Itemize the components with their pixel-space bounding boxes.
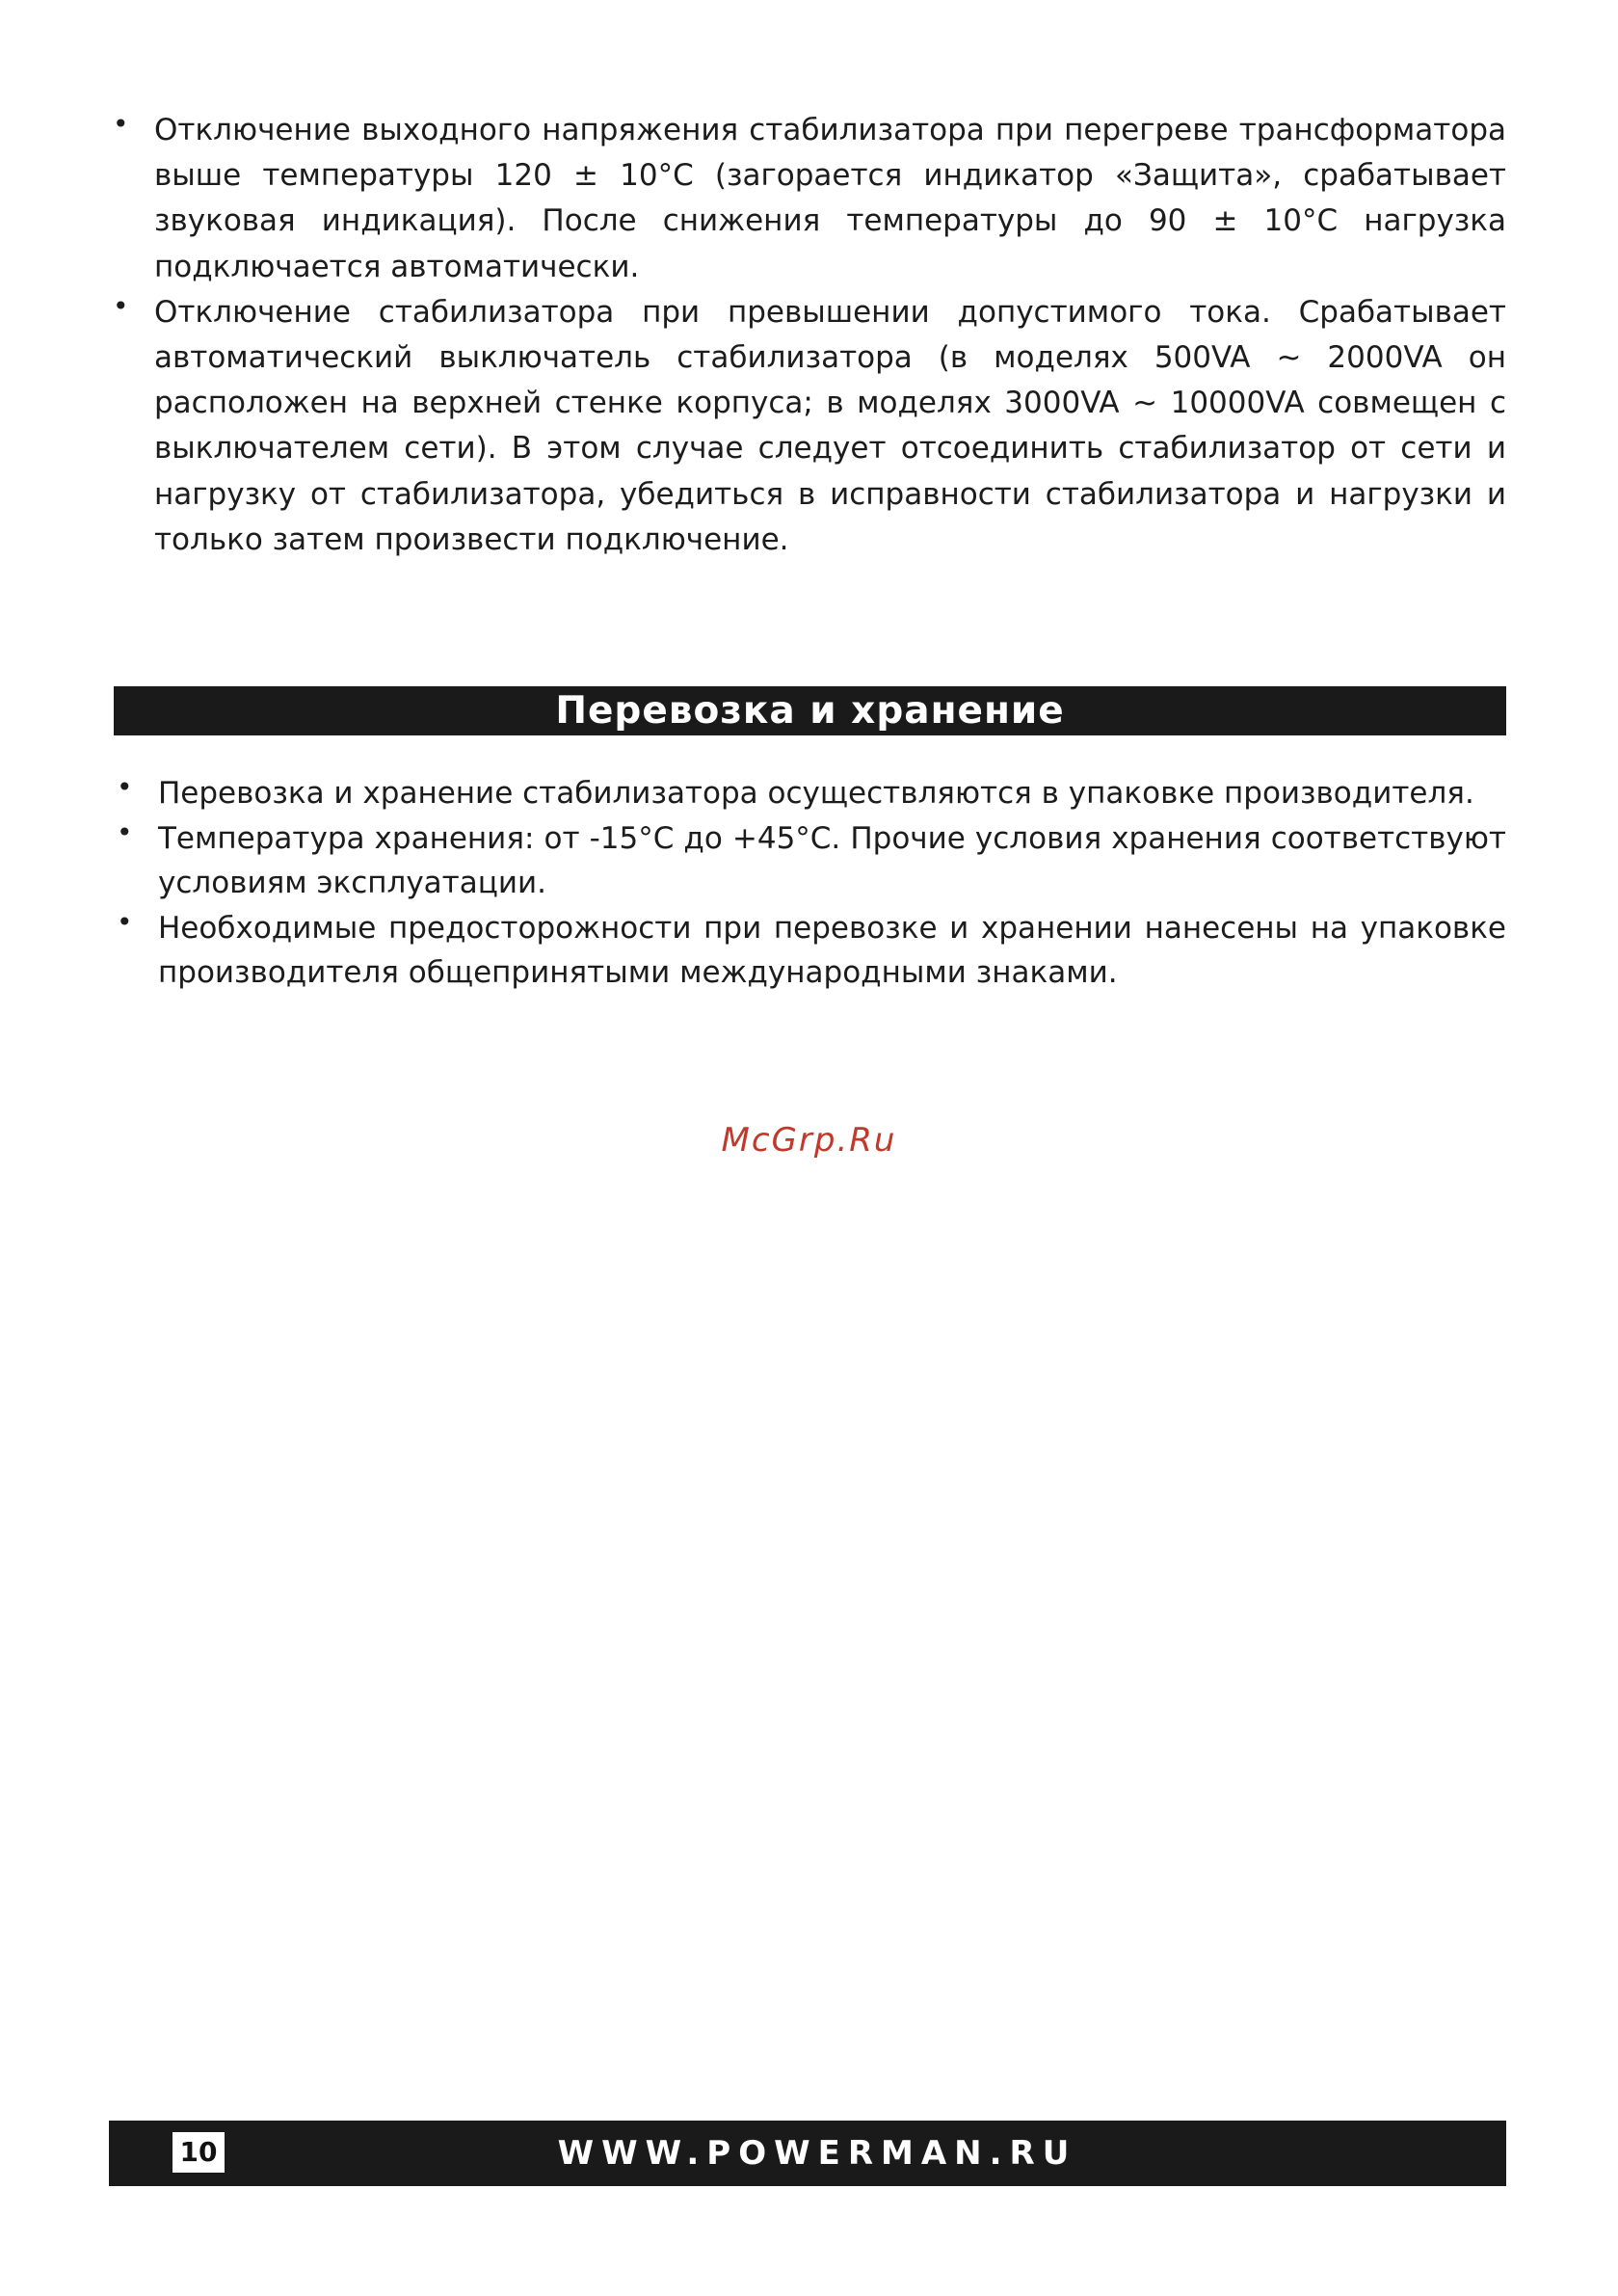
list-item [0,108,1506,290]
storage-list [0,771,1506,996]
list-item-text: Необходимые предосторожности при перевозке и хранении нанесены на упаковке производителя общепринятыми международными знаками. [158,910,1506,990]
website-link[interactable]: WWW.POWERMAN.RU [557,2134,1077,2173]
bullet-icon: • [117,771,133,803]
watermark: McGrp.Ru [721,1121,897,1160]
list-item-text: Отключение выходного напряжения стабилизатора при перегреве трансформатора выше температуры 120 ± 10°С (загорается индикатор «Защита», срабатывает звуковая индикация). После снижения температуры до 90 ± 10°С нагрузка подключается автоматически. [154,113,1506,284]
page-number: 10 [172,2132,225,2173]
list-item [0,771,1506,816]
list-item [0,290,1506,563]
bullet-icon: • [113,108,129,140]
footer-bar [109,2121,1506,2186]
list-item-text: Отключение стабилизатора при превышении допустимого тока. Срабатывает автоматический выключатель стабилизатора (в моделях 500VA ~ 2000VA он расположен на верхней стенке корпуса; в моделях 3000VA ~ 10000VA совмещен с выключателем сети). В этом случае следует отсоединить стабилизатор от сети и нагрузку от стабилизатора, убедиться в исправности стабилизатора и нагрузки и только затем произвести подключение. [154,294,1506,557]
bullet-icon: • [117,905,133,938]
list-item [0,906,1506,996]
bullet-icon: • [117,815,133,848]
bullet-icon: • [113,289,129,322]
list-item-text: Перевозка и хранение стабилизатора осуществляются в упаковке производителя. [158,776,1474,811]
protection-list [0,108,1506,563]
section-heading: Перевозка и хранение [114,686,1506,735]
list-item-text: Температура хранения: от -15°С до +45°С. Прочие условия хранения соответствуют условиям эксплуатации. [158,820,1506,900]
list-item [0,816,1506,906]
